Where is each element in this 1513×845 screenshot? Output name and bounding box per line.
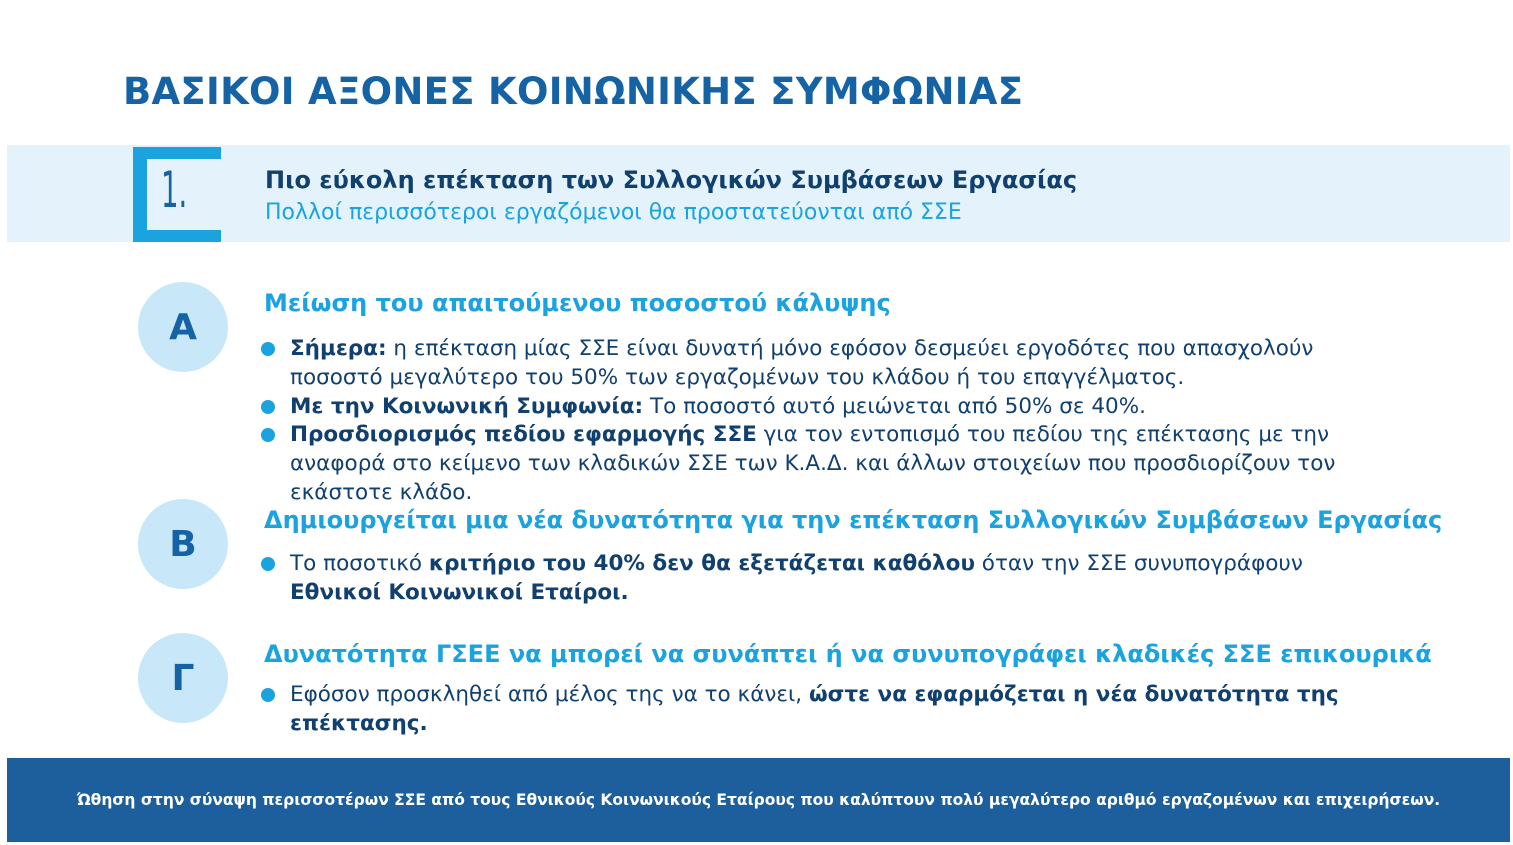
section-a-bullet-3: Προσδιορισμός πεδίου εφαρμογής ΣΣΕ για τον εντοπισμό του πεδίου της επέκτασης με την αναφορά στο κείμενο των κλαδικών ΣΣΕ των Κ.Α.Δ. και άλλων στοιχείων που προσδιορίζουν τον εκάστοτε κλάδο. xyxy=(290,420,1400,507)
footer-text: Ώθηση στην σύναψη περισσοτέρων ΣΣΕ από τους Εθνικούς Κοινωνικούς Εταίρους που καλύπτουν πολύ μεγαλύτερο αριθμό εργαζομένων και επιχειρήσεων. xyxy=(76,791,1441,809)
banner-number: 1. xyxy=(161,161,188,219)
footer-bar xyxy=(7,758,1510,842)
section-a-circle: Α xyxy=(138,282,228,372)
section-a-bullet-2: Με την Κοινωνική Συμφωνία: Το ποσοστό αυτό μειώνεται από 50% σε 40%. xyxy=(290,392,1400,421)
section-c-bullet-1: Εφόσον προσκληθεί από μέλος της να το κάνει, ώστε να εφαρμόζεται η νέα δυνατότητα της επέκτασης. xyxy=(290,682,1339,736)
section-b-title: Δημιουργείται μια νέα δυνατότητα για την επέκταση Συλλογικών Συμβάσεων Εργασίας xyxy=(264,506,1443,534)
section-b-bullet-1: Το ποσοτικό κριτήριο του 40% δεν θα εξετάζεται καθόλου όταν την ΣΣΕ συνυπογράφουν Εθνικοί Κοινωνικοί Εταίροι. xyxy=(290,549,1400,607)
page-title: ΒΑΣΙΚΟΙ ΑΞΟΝΕΣ ΚΟΙΝΩΝΙΚΗΣ ΣΥΜΦΩΝΙΑΣ xyxy=(123,70,1024,113)
banner-subtitle: Πολλοί περισσότεροι εργαζόμενοι θα προστατεύονται από ΣΣΕ xyxy=(265,200,962,225)
section-a-title: Μείωση του απαιτούμενου ποσοστού κάλυψης xyxy=(264,289,891,317)
section-c-title: Δυνατότητα ΓΣΕΕ να μπορεί να συνάπτει ή να συνυπογράφει κλαδικές ΣΣΕ επικουρικά xyxy=(264,640,1432,668)
banner-title: Πιο εύκολη επέκταση των Συλλογικών Συμβάσεων Εργασίας xyxy=(265,166,1078,194)
section-a-bullet-1: Σήμερα: η επέκταση μίας ΣΣΕ είναι δυνατή μόνο εφόσον δεσμεύει εργοδότες που απασχολούν ποσοστό μεγαλύτερο του 50% των εργαζομένων του κλάδου ή του επαγγέλματος. xyxy=(290,334,1380,392)
section-c-circle: Γ xyxy=(138,633,228,723)
section-b-circle: Β xyxy=(138,499,228,589)
